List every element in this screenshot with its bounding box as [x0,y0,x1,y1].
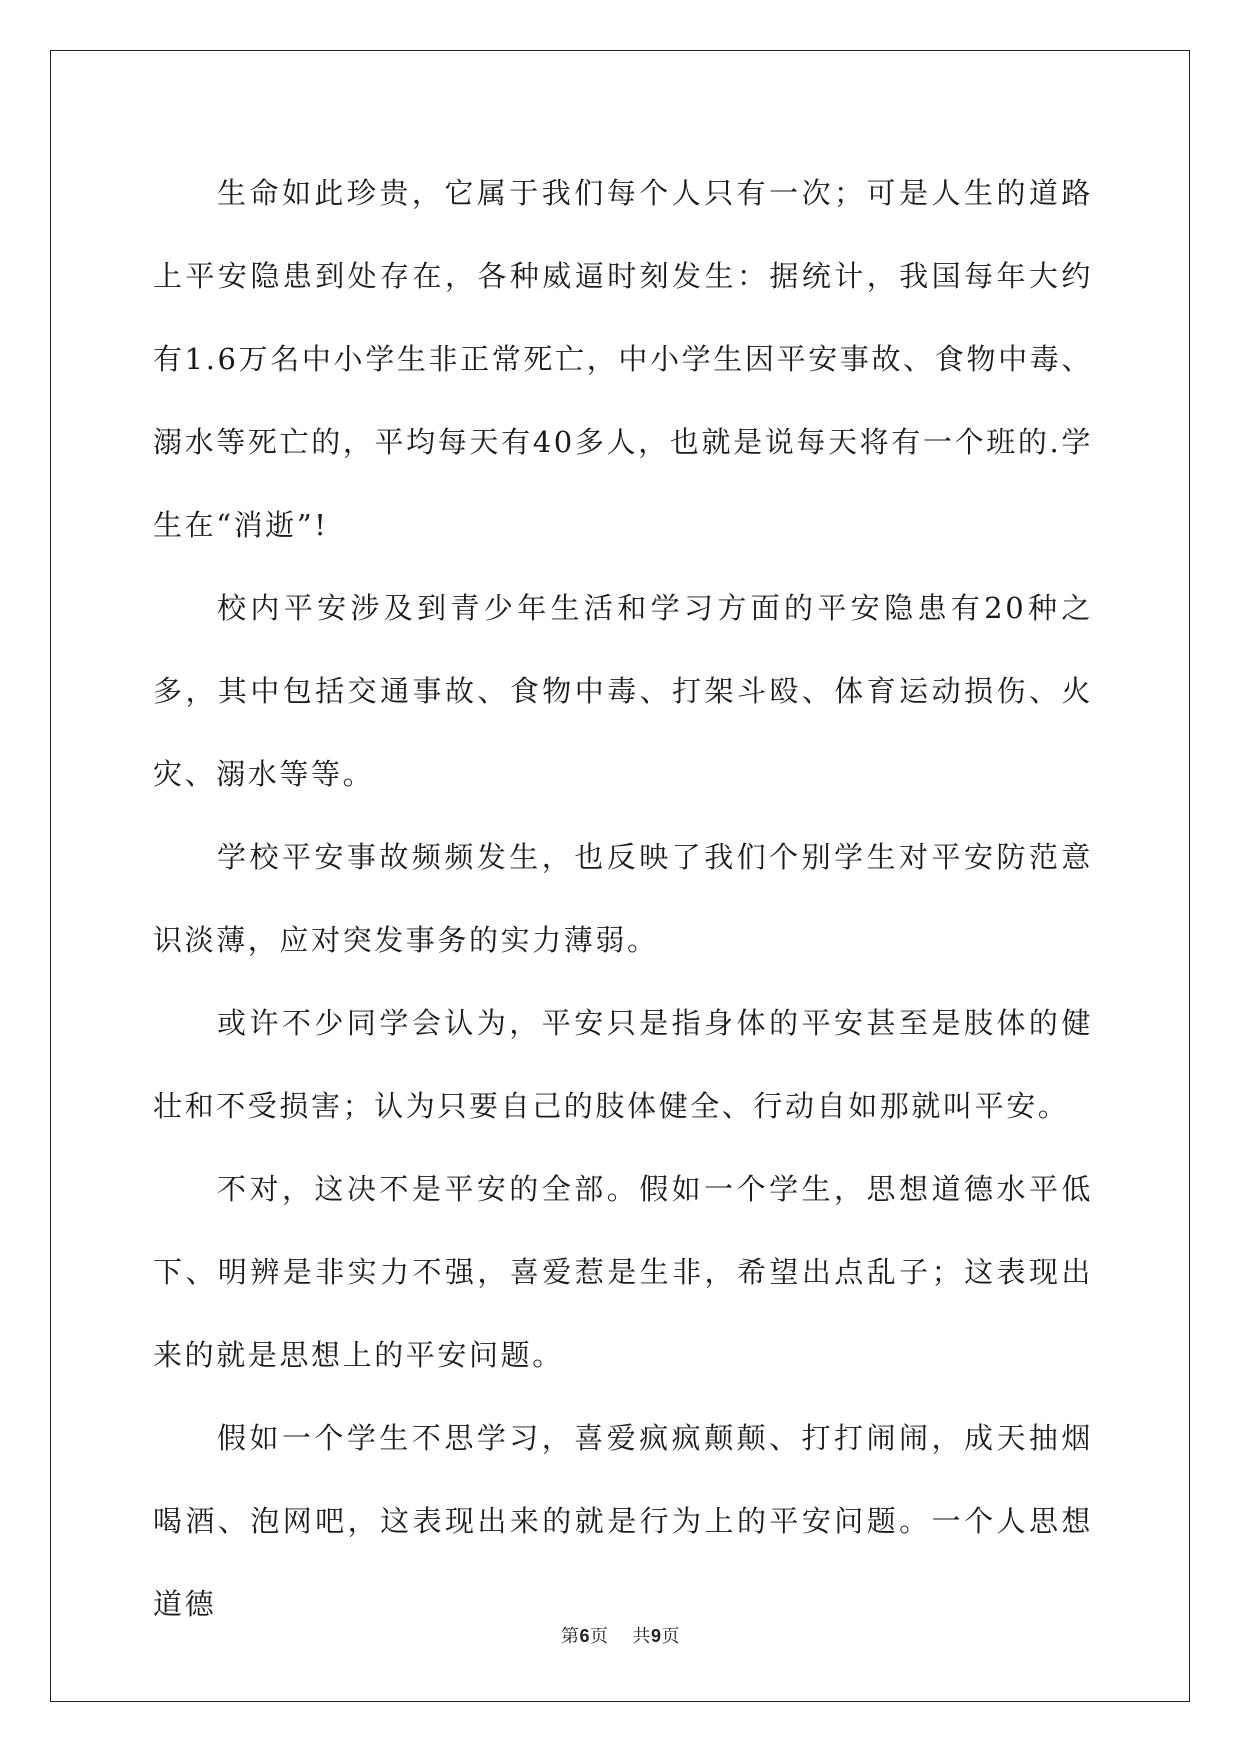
page-prefix: 第 [560,1626,580,1647]
paragraph-6: 假如一个学生不思学习，喜爱疯疯颠颠、打打闹闹，成天抽烟喝酒、泡网吧，这表现出来的就是行为上的平安问题。一个人思想道德 [153,1421,1093,1621]
document-body [153,152,1093,1646]
paragraph-2: 校内平安涉及到青少年生活和学习方面的平安隐患有20种之多，其中包括交通事故、食物中毒、打架斗殴、体育运动损伤、火灾、溺水等等。 [153,591,1093,791]
page-suffix: 页 [590,1626,609,1647]
paragraph-3: 学校平安事故频频发生，也反映了我们个别学生对平安防范意识淡薄，应对突发事务的实力薄弱。 [153,840,1093,957]
total-prefix: 共 [632,1626,651,1647]
page-footer [0,1622,1241,1648]
total-page-count: 9 [651,1626,662,1646]
paragraph-5: 不对，这决不是平安的全部。假如一个学生，思想道德水平低下、明辨是非实力不强，喜爱惹是生非，希望出点乱子；这表现出来的就是思想上的平安问题。 [153,1172,1093,1372]
paragraph-4: 或许不少同学会认为，平安只是指身体的平安甚至是肢体的健壮和不受损害；认为只要自己的肢体健全、行动自如那就叫平安。 [153,1006,1093,1123]
paragraph-1: 生命如此珍贵，它属于我们每个人只有一次；可是人生的道路上平安隐患到处存在，各种威逼时刻发生：据统计，我国每年大约有1.6万名中小学生非正常死亡，中小学生因平安事故、食物中毒、溺水等死亡的，平均每天有40多人，也就是说每天将有一个班的.学生在“消逝”! [153,176,1093,542]
current-page-number: 6 [579,1626,590,1646]
total-suffix: 页 [661,1626,681,1647]
